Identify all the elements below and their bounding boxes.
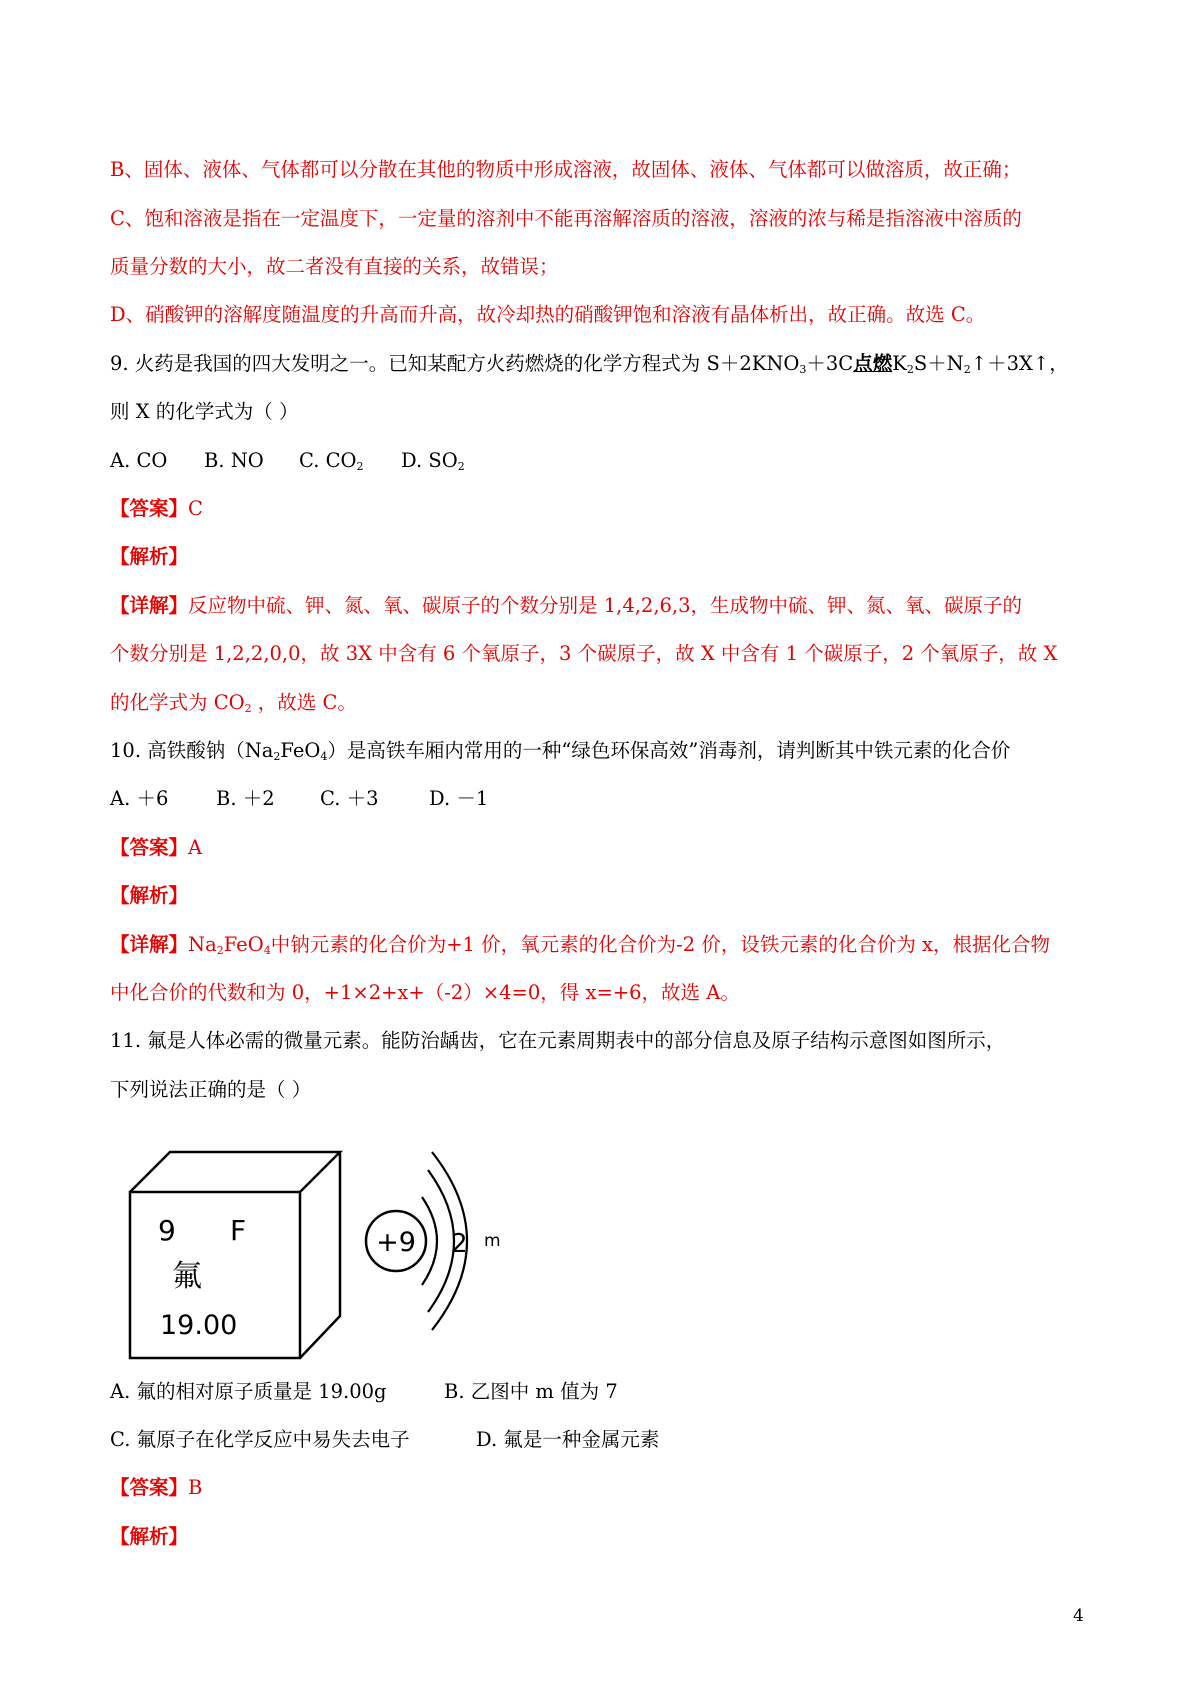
prev-option-c-explanation-line2: 质量分数的大小，故二者没有直接的关系，故错误； <box>110 255 559 278</box>
shell-2-electrons: m <box>484 1231 501 1251</box>
q11-option-c: C. 氟原子在化学反应中易失去电子 <box>110 1428 410 1451</box>
q10-answer: 【答案】A <box>110 836 203 859</box>
nucleus-charge: +9 <box>376 1227 416 1258</box>
q11-analysis-label: 【解析】 <box>110 1525 189 1548</box>
q10-option-c: C. ＋3 <box>320 787 379 810</box>
page-number: 4 <box>1073 1606 1084 1626</box>
q9-option-d: D. $SO_2$ <box>401 449 465 473</box>
q10-stem: 10. 高铁酸钠$(Na_2FeO_4)$是高铁车厢内常用的一种“绿色环保高效”消毒剂，请判断其中铁元素的化合价 <box>110 739 1011 763</box>
q11-stem-line1: 11. 氟是人体必需的微量元素。能防治龋齿，它在元素周期表中的部分信息及原子结构示意图如图所示， <box>110 1029 1006 1052</box>
q11-option-a: A. 氟的相对原子质量是 19.00g <box>110 1380 387 1403</box>
q10-options <box>110 785 488 813</box>
element-figure <box>118 1140 518 1360</box>
q10-detail-line1: 【详解】$Na_2FeO_4$中钠元素的化合价为+1 价，氧元素的化合价为-2 价，设铁元素的化合价为 x，根据化合物 <box>110 933 1051 957</box>
q9-option-a: A. CO <box>110 449 168 472</box>
q9-stem-line1: 9. 火药是我国的四大发明之一。已知某配方火药燃烧的化学方程式为 $S+2KNO_3+3C$点燃$K_2S+N_2↑+3X↑$， <box>110 352 1069 376</box>
q10-detail-line2: 中化合价的代数和为 0，+1×2+x+（-2）×4=0，得 x=+6，故选 A。 <box>110 981 740 1004</box>
atomic-structure-diagram <box>366 1152 501 1330</box>
element-name: 氟 <box>172 1259 202 1294</box>
q11-option-b: B. 乙图中 m 值为 7 <box>444 1380 618 1403</box>
q10-option-d: D. －1 <box>429 787 489 810</box>
reaction-condition: 点燃 <box>853 352 893 375</box>
q9-answer: 【答案】C <box>110 497 203 520</box>
q11-answer: 【答案】B <box>110 1476 203 1499</box>
q9-stem-line2: 则 X 的化学式为（ ） <box>110 400 299 423</box>
q10-analysis-label: 【解析】 <box>110 884 189 907</box>
atomic-mass: 19.00 <box>160 1310 238 1341</box>
q9-option-c: C. $CO_2$ <box>299 449 364 473</box>
q11-options-row2 <box>110 1426 659 1454</box>
shell-1-arc <box>422 1197 437 1285</box>
q11-option-d: D. 氟是一种金属元素 <box>476 1428 660 1451</box>
cube-top-face <box>130 1152 340 1192</box>
q9-detail-line1: 【详解】反应物中硫、钾、氮、氧、碳原子的个数分别是 1,4,2,6,3，生成物中硫、钾、氮、氧、碳原子的 <box>110 594 1023 617</box>
q9-detail-line3: 的化学式为 $CO_2$ ，故选 C。 <box>110 691 357 715</box>
prev-option-d-explanation: D、硝酸钾的溶解度随温度的升高而升高，故冷却热的硝酸钾饱和溶液有晶体析出，故正确。故选 C。 <box>110 303 986 326</box>
shell-1-electrons: 2 <box>451 1229 468 1259</box>
q10-option-a: A. ＋6 <box>110 787 169 810</box>
prev-option-b-explanation: B、固体、液体、气体都可以分散在其他的物质中形成溶液，故固体、液体、气体都可以做溶质，故正确； <box>110 158 1022 181</box>
q9-analysis-label: 【解析】 <box>110 545 189 568</box>
q10-option-b: B. ＋2 <box>216 787 275 810</box>
q9-detail-line2: 个数分别是 1,2,2,0,0，故 3X 中含有 6 个氧原子，3 个碳原子，故 X 中含有 1 个碳原子，2 个氧原子，故 X <box>110 642 1058 665</box>
q9-option-b: B. NO <box>204 449 264 472</box>
q11-stem-line2: 下列说法正确的是（ ） <box>110 1078 312 1101</box>
q9-options <box>110 447 465 475</box>
prev-option-c-explanation-line1: C、饱和溶液是指在一定温度下，一定量的溶剂中不能再溶解溶质的溶液，溶液的浓与稀是指溶液中溶质的 <box>110 207 1022 230</box>
atomic-number: 9 <box>158 1214 176 1247</box>
element-symbol: F <box>230 1214 247 1247</box>
q11-options-row1 <box>110 1378 618 1406</box>
cube-side-face <box>300 1152 340 1358</box>
